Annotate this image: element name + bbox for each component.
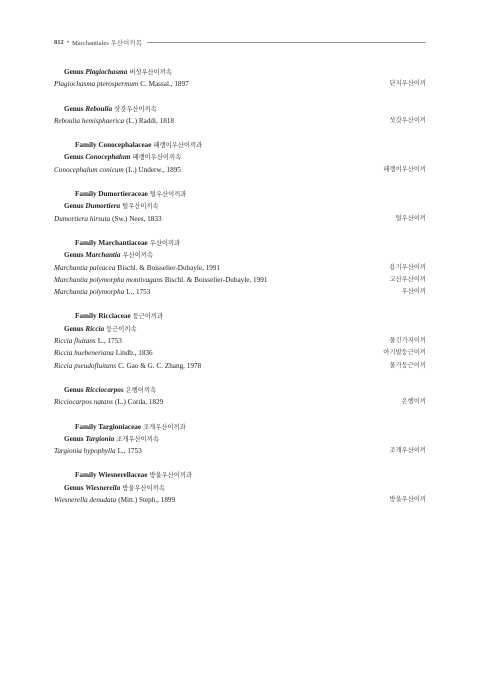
genus-heading	[54, 66, 426, 78]
genus-name: Targionia	[85, 434, 115, 443]
species-name: Targionia hypophylla	[54, 447, 116, 456]
species-row	[54, 445, 426, 457]
korean-name: 물가둥근이끼	[389, 361, 426, 369]
species-entry	[54, 335, 122, 347]
family-heading	[54, 469, 426, 481]
genus-name: Plagiochasma	[85, 68, 128, 76]
family-korean-name: 방울우산이끼과	[149, 472, 193, 480]
species-author: C. Massal., 1897	[140, 80, 189, 89]
species-row	[54, 396, 426, 408]
family-heading	[54, 237, 426, 249]
family-name: Dumortieraceae	[98, 190, 148, 199]
taxon-block	[54, 421, 426, 458]
genus-name: Ricciocarpos	[85, 385, 124, 394]
korean-name: 물긴가지이끼	[389, 337, 426, 345]
family-label: Family	[75, 238, 97, 247]
species-entry	[54, 115, 174, 127]
species-row	[54, 213, 426, 225]
species-entry	[54, 164, 181, 176]
page-number: 812	[54, 39, 64, 46]
species-entry	[54, 445, 142, 457]
korean-name: 아기발둥근이끼	[383, 349, 426, 357]
family-name: Marchantiaceae	[98, 238, 148, 247]
korean-name: 우산이끼	[401, 288, 426, 296]
species-entry	[54, 78, 189, 90]
family-label: Family	[75, 471, 97, 480]
species-row	[54, 494, 426, 506]
korean-name: 조개우산이끼	[389, 447, 426, 455]
taxon-block	[54, 237, 426, 298]
species-author: Bischl. & Boisselier-Dubayle, 1991	[117, 263, 221, 272]
genus-name: Conocephalum	[85, 153, 131, 162]
family-korean-name: 털우산이끼과	[149, 191, 187, 199]
genus-label: Genus	[64, 202, 84, 211]
species-row	[54, 164, 426, 176]
species-row	[54, 347, 426, 359]
korean-name: 패랭이우산이끼	[383, 165, 426, 173]
korean-name: 고산우산이끼	[389, 275, 426, 283]
genus-label: Genus	[64, 153, 84, 162]
family-name: Ricciaceae	[98, 312, 131, 321]
species-entry	[54, 274, 267, 286]
species-row	[54, 262, 426, 274]
genus-korean-name: 삿갓우산이끼속	[114, 105, 157, 113]
genus-label: Genus	[64, 68, 84, 76]
species-name: Conocephalum conicum	[54, 165, 124, 174]
genus-label: Genus	[64, 434, 84, 443]
genus-label: Genus	[64, 324, 84, 333]
genus-name: Wiesnerella	[85, 483, 121, 492]
species-name: Marchantia paleacea	[54, 263, 116, 272]
header-rule	[147, 42, 426, 43]
family-heading	[54, 139, 426, 151]
family-name: Conocephalaceae	[98, 141, 152, 150]
species-row	[54, 286, 426, 298]
taxon-block	[54, 310, 426, 371]
genus-label: Genus	[64, 251, 84, 260]
taxon-block	[54, 66, 426, 91]
taxon-block	[54, 139, 426, 176]
species-name: Reboulia hemisphaerica	[54, 116, 125, 125]
family-name: Wiesnerellaceae	[98, 471, 148, 480]
genus-name: Reboulia	[85, 104, 113, 113]
family-korean-name: 우산이끼과	[149, 239, 181, 247]
taxon-block	[54, 103, 426, 128]
genus-korean-name: 둥근이끼속	[106, 325, 137, 333]
header-separator: •	[66, 39, 70, 46]
species-author: (Sw.) Nees, 1833	[112, 214, 162, 223]
species-author: L., 1753	[126, 288, 151, 297]
genus-name: Marchantia	[85, 251, 121, 260]
species-entry	[54, 286, 150, 298]
species-entry	[54, 396, 163, 408]
genus-heading	[54, 482, 426, 494]
genus-korean-name: 우산이끼속	[122, 252, 153, 260]
species-row	[54, 115, 426, 127]
species-author: Lindb., 1836	[115, 349, 153, 358]
species-row	[54, 335, 426, 347]
korean-name: 은행이끼	[401, 398, 426, 406]
taxon-block	[54, 188, 426, 225]
family-heading	[54, 188, 426, 200]
species-author: Bischl. & Boisselier-Dubayle, 1991	[164, 275, 268, 284]
species-row	[54, 78, 426, 90]
species-entry	[54, 347, 153, 359]
genus-korean-name: 방울우산이끼속	[122, 484, 165, 492]
genus-heading	[54, 200, 426, 212]
korean-name: 단지우산이끼	[389, 80, 426, 88]
family-heading	[54, 421, 426, 433]
genus-korean-name: 버섯우산이끼속	[129, 69, 172, 76]
header-title: Marchantiales 우산이끼목	[72, 40, 142, 47]
family-korean-name: 조개우산이끼과	[143, 423, 186, 431]
taxon-block	[54, 469, 426, 506]
genus-heading	[54, 323, 426, 335]
family-label: Family	[75, 141, 97, 150]
genus-heading	[54, 103, 426, 115]
genus-heading	[54, 433, 426, 445]
family-label: Family	[75, 312, 97, 321]
genus-korean-name: 패랭이우산이끼속	[132, 154, 182, 162]
species-row	[54, 360, 426, 372]
genus-label: Genus	[64, 104, 84, 113]
species-entry	[54, 360, 201, 372]
running-header	[54, 38, 426, 47]
taxon-block	[54, 384, 426, 409]
species-name: Marchantia polymorpha	[54, 288, 125, 297]
species-author: (L.) Underw., 1895	[125, 165, 181, 174]
species-entry	[54, 213, 162, 225]
korean-name: 방울우산이끼	[389, 496, 426, 504]
species-name: Plagiochasma pterospermum	[54, 80, 139, 89]
species-entry	[54, 494, 175, 506]
species-name: Riccia huebeneriana	[54, 349, 114, 358]
genus-label: Genus	[64, 483, 84, 492]
family-label: Family	[75, 190, 97, 199]
genus-label: Genus	[64, 385, 84, 394]
family-korean-name: 둥근이끼과	[132, 313, 164, 321]
species-name: Wiesnerella denudata	[54, 496, 117, 505]
species-author: (L.) Raddi, 1818	[126, 116, 174, 125]
species-name: Ricciocarpos natans	[54, 398, 113, 407]
species-name: Riccia pseudofluitans	[54, 361, 117, 370]
korean-name: 털우산이끼	[395, 214, 426, 222]
species-name: Dumortiera hirsuta	[54, 214, 111, 223]
species-name: Marchantia polymorpha montivagans	[54, 275, 163, 284]
family-label: Family	[75, 422, 97, 431]
genus-name: Dumortiera	[85, 202, 121, 211]
korean-name: 삿갓우산이끼	[389, 116, 426, 124]
species-author: L., 1753	[97, 337, 122, 346]
genus-korean-name: 조개우산이끼속	[116, 435, 159, 443]
genus-heading	[54, 249, 426, 261]
species-row	[54, 274, 426, 286]
genus-korean-name: 털우산이끼속	[122, 203, 159, 211]
species-author: (Mitt.) Steph., 1899	[118, 496, 176, 505]
taxon-list	[54, 66, 426, 518]
korean-name: 용기우산이끼	[389, 263, 426, 271]
species-name: Riccia fluitans	[54, 337, 96, 346]
species-entry	[54, 262, 220, 274]
species-author: (L.) Corda, 1829	[114, 398, 164, 407]
genus-heading	[54, 151, 426, 163]
genus-korean-name: 은행이끼속	[125, 386, 157, 394]
genus-heading	[54, 384, 426, 396]
family-korean-name: 패랭이우산이끼과	[153, 142, 203, 150]
species-author: C. Gao & G. C. Zhang, 1978	[118, 361, 202, 370]
species-author: L., 1753	[117, 447, 142, 456]
family-name: Targioniaceae	[98, 422, 142, 431]
genus-name: Riccia	[85, 324, 105, 333]
family-heading	[54, 310, 426, 322]
